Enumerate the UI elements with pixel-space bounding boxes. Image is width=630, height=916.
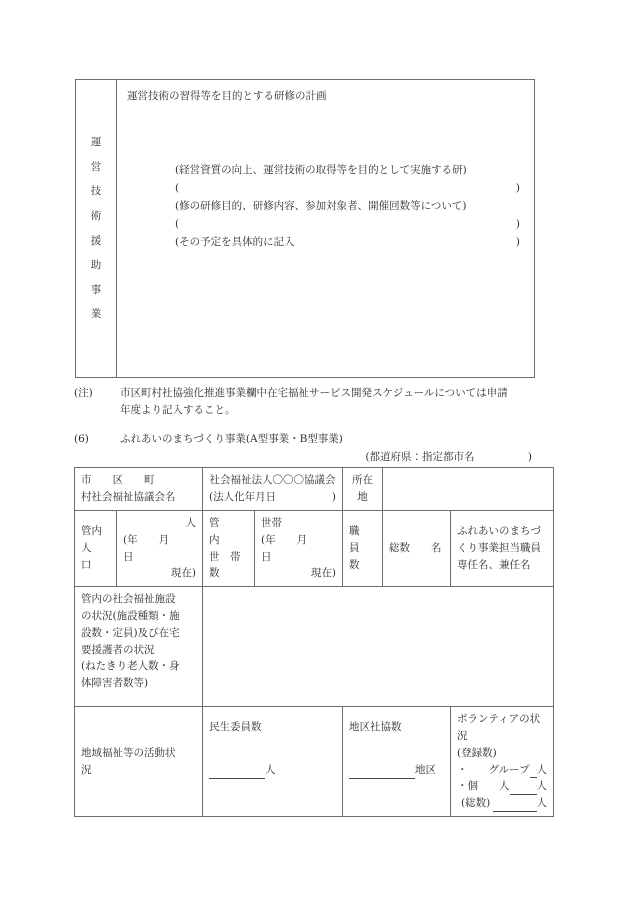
incorporation-date-label: (法人化年月日 xyxy=(209,491,277,503)
table-row xyxy=(76,80,535,378)
volunteer-status-cell[interactable] xyxy=(451,707,554,817)
volunteer-status-title: ボランティアの状況 xyxy=(457,713,541,742)
staff-total-label: 総数 名 xyxy=(389,542,442,555)
volunteer-total-input[interactable] xyxy=(493,800,537,812)
staff-count-label-cell xyxy=(343,511,383,587)
training-plan-cell[interactable] xyxy=(117,80,535,378)
minsei-committee-label: 民生委員数 xyxy=(209,721,262,734)
district-council-input[interactable] xyxy=(349,767,415,779)
volunteer-individual-input[interactable] xyxy=(510,784,537,796)
vertical-char: 運 xyxy=(90,136,102,149)
volunteer-registration-sub: (登録数) xyxy=(457,746,497,759)
household-label-line1: 管 内 xyxy=(209,517,241,546)
district-council-value-row xyxy=(349,762,444,779)
volunteer-group-row xyxy=(457,762,547,779)
instruction-lead: (修の研修目的、研修内容、参加対象者、開催回数等について) xyxy=(175,199,467,212)
district-council-cell[interactable] xyxy=(343,707,451,817)
facilities-label-line4: 要援護者の状況 xyxy=(81,643,155,656)
community-activity-label-line2: 況 xyxy=(81,763,92,776)
minsei-committee-input[interactable] xyxy=(209,767,265,779)
prefecture-designated-city-line[interactable]: (都道府県：指定都市名 ) xyxy=(365,451,532,463)
volunteer-group-unit: 人 xyxy=(536,763,547,776)
vertical-char: 援 xyxy=(90,234,102,247)
minsei-committee-value-row xyxy=(209,762,336,779)
district-council-unit: 地区 xyxy=(415,763,436,776)
section-6-marker: (6) xyxy=(74,433,89,445)
location-value-cell[interactable] xyxy=(383,468,554,511)
volunteer-total-label: (総数) xyxy=(461,797,491,810)
minsei-committee-cell[interactable] xyxy=(203,707,343,817)
volunteer-individual-row xyxy=(457,778,547,795)
volunteer-group-input[interactable] xyxy=(530,767,537,779)
household-date-tail: 現在) xyxy=(310,567,336,580)
population-date-tail: 現在) xyxy=(170,567,196,580)
volunteer-individual-unit: 人 xyxy=(536,780,547,793)
instruction-line xyxy=(175,197,520,215)
population-label-cell xyxy=(75,511,117,587)
fureai-staff-line2: くり事業担当職員 xyxy=(457,542,541,555)
population-label-line2: 人 口 xyxy=(81,542,102,571)
vertical-label-cell xyxy=(76,80,117,378)
population-value-cell[interactable] xyxy=(117,511,203,587)
table-row xyxy=(75,511,554,587)
facilities-label-line3: 設数・定員)及び在宅 xyxy=(81,626,180,639)
corporation-name-cell[interactable] xyxy=(203,468,343,511)
vertical-char: 営 xyxy=(90,160,102,173)
fureai-staff-line1: ふれあいのまちづ xyxy=(457,525,541,538)
staff-label-line2: 数 xyxy=(349,558,360,571)
operations-training-table xyxy=(75,79,535,378)
staff-label-line1: 職 員 xyxy=(349,525,381,555)
instruction-line xyxy=(175,233,520,251)
vertical-char: 事 xyxy=(90,283,102,296)
community-activity-label-cell xyxy=(75,707,203,817)
section-6-row xyxy=(74,431,574,448)
table-row xyxy=(75,587,554,707)
section-6-title: ふれあいのまちづくり事業(A型事業・B型事業) xyxy=(120,433,343,445)
council-name-label-line2: 村社会福祉協議会名 xyxy=(81,491,176,503)
facilities-label-line1: 管内の社会福祉施設 xyxy=(81,593,176,606)
staff-total-cell[interactable] xyxy=(383,511,451,587)
volunteer-group-label: ・ グループ xyxy=(457,763,530,776)
minsei-committee-unit: 人 xyxy=(265,763,276,776)
vertical-label-operations-support xyxy=(76,130,116,327)
corporation-name-line1: 社会福祉法人〇〇〇協議会 xyxy=(209,474,336,487)
facilities-value-cell[interactable] xyxy=(203,587,554,707)
population-unit: 人 xyxy=(185,517,196,529)
vertical-char: 術 xyxy=(90,209,102,222)
household-value-cell[interactable] xyxy=(255,511,343,587)
facilities-label-line2: の状況(施設種類・施 xyxy=(81,609,180,622)
instruction-line xyxy=(175,161,520,179)
note-block xyxy=(74,385,574,419)
note-first-line xyxy=(74,385,574,402)
instruction-line xyxy=(175,215,520,233)
note-marker: (注) xyxy=(74,387,93,399)
instruction-tail: ) xyxy=(515,181,520,194)
note-text-line1: 市区町村社協強化推進事業欄中在宅福祉サービス開発スケジュールについては申請 xyxy=(120,387,508,399)
council-name-label-cell xyxy=(75,468,203,511)
location-label-cell xyxy=(343,468,383,511)
population-label-line1: 管内 xyxy=(81,525,102,538)
section-6-heading xyxy=(74,431,574,448)
training-plan-heading: 運営技術の習得等を目的とする研修の計画 xyxy=(127,90,327,102)
facilities-label-cell xyxy=(75,587,203,707)
council-info-section xyxy=(74,467,553,817)
training-plan-instructions xyxy=(127,161,526,251)
household-label-cell xyxy=(203,511,255,587)
facilities-value xyxy=(209,591,547,592)
instruction-lead: ( xyxy=(175,217,180,230)
volunteer-total-unit: 人 xyxy=(536,797,547,810)
household-unit: 世帯 xyxy=(261,517,282,529)
household-label-line2: 世 帯 数 xyxy=(209,550,251,580)
vertical-char: 業 xyxy=(90,308,102,321)
operations-training-section xyxy=(75,79,535,378)
facilities-label-line6: 体障害者数等) xyxy=(81,677,149,690)
vertical-char: 技 xyxy=(90,185,102,198)
volunteer-individual-label: ・個 人 xyxy=(457,780,510,793)
note-text-line2: 年度より記入すること。 xyxy=(120,404,236,416)
instruction-lead: (その予定を具体的に記入 xyxy=(175,235,295,248)
corporation-incorporation-date-row xyxy=(209,489,336,506)
instruction-lead: (経営資質の向上、運営技術の取得等を目的として実施する研) xyxy=(175,163,467,176)
instruction-tail: ) xyxy=(515,235,520,248)
location-label: 所在地 xyxy=(352,474,373,503)
household-date-lead: (年 月 日 xyxy=(261,533,329,563)
community-activity-label-line1: 地域福祉等の活動状 xyxy=(81,746,176,759)
district-council-label: 地区社協数 xyxy=(349,721,402,734)
table-row xyxy=(75,468,554,511)
council-name-label-line1: 市 区 町 xyxy=(81,474,155,487)
incorporation-date-close-paren: ) xyxy=(331,491,336,503)
council-info-table xyxy=(74,467,554,817)
vertical-char: 助 xyxy=(90,259,102,272)
facilities-label-line5: (ねたきり老人数・身 xyxy=(81,660,180,673)
population-date-lead: (年 月 日 xyxy=(123,533,191,563)
volunteer-total-row xyxy=(457,795,547,812)
table-row xyxy=(75,707,554,817)
instruction-lead: ( xyxy=(175,181,180,194)
fureai-staff-cell[interactable] xyxy=(451,511,554,587)
fureai-staff-line3: 専任名、兼任名 xyxy=(457,558,531,571)
instruction-tail: ) xyxy=(515,217,520,230)
instruction-line xyxy=(175,179,520,197)
